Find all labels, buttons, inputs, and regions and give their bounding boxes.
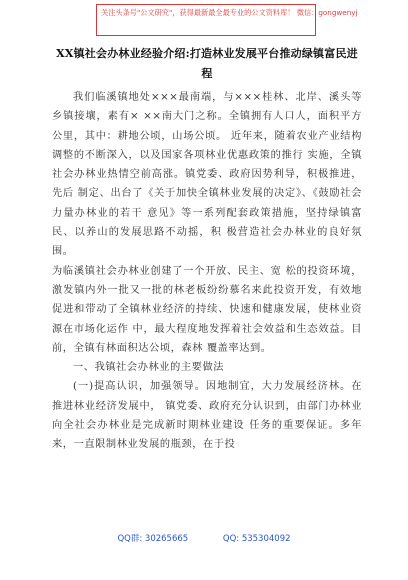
page-footer [0, 532, 408, 544]
footer-qq-group: QQ群: 30265665 [117, 534, 189, 544]
footer-qq: QQ: 535304092 [222, 534, 291, 544]
paragraph-environment: 为临溪镇社会办林业创建了一个开放、民主、宽 松的投资环境，激发镇内外一批又一批的林老板纷纷慕名来此投资开发，有效地 促进和带动了全镇林业经济的持续、快速和健康发展，使林业资源在市场化运作 中，最大程度地发挥着社会效益和生态效益。目前，全镇有林面积达公顷，森林 覆盖率达到。 [52, 265, 362, 354]
document-title: XX镇社会办林业经验介绍:打造林业发展平台推动绿镇富民进程 [56, 47, 358, 80]
paragraph-intro: 我们临溪镇地处×××最南端，与×××桂林、北岸、溪头等乡镇接壤，素有× ××南大门之称。全镇拥有人口人，面积平方公里，其中：耕地公顷，山场公顷。 近年来，随着农业产业结构调整的不断深入，以及国家各项林业优惠政策的推行 实施，全镇社会办林业热情空前高涨。镇党委、政府因势利导，积极推进，先后 制定、出台了《关于加快全镇林业发展的决定》、《鼓励社会力量办林业的若干 意见》等一系列配套政策措施，坚持绿镇富民、以养山的发展思路不动摇，积 极营造社会办林业的良好氛围。 [52, 92, 362, 258]
section-heading: 一、我镇社会办林业的主要做法 [73, 362, 225, 374]
paragraph-measures: (一)提高认识，加强领导。因地制宜，大力发展经济林。在推进林业经济发展中， 镇党委、政府充分认识到，由部门办林业向全社会办林业是完成新时期林业建设 任务的重要保证。多年来，一直限制林业发展的瓶颈，在于投 [52, 381, 362, 451]
promo-banner [96, 4, 358, 36]
document-page [52, 44, 362, 455]
promo-banner-text: 关注头条号"公文研究"，获得最新最全最专业的公文资料库！ 微信：gongwenyj [101, 8, 358, 17]
